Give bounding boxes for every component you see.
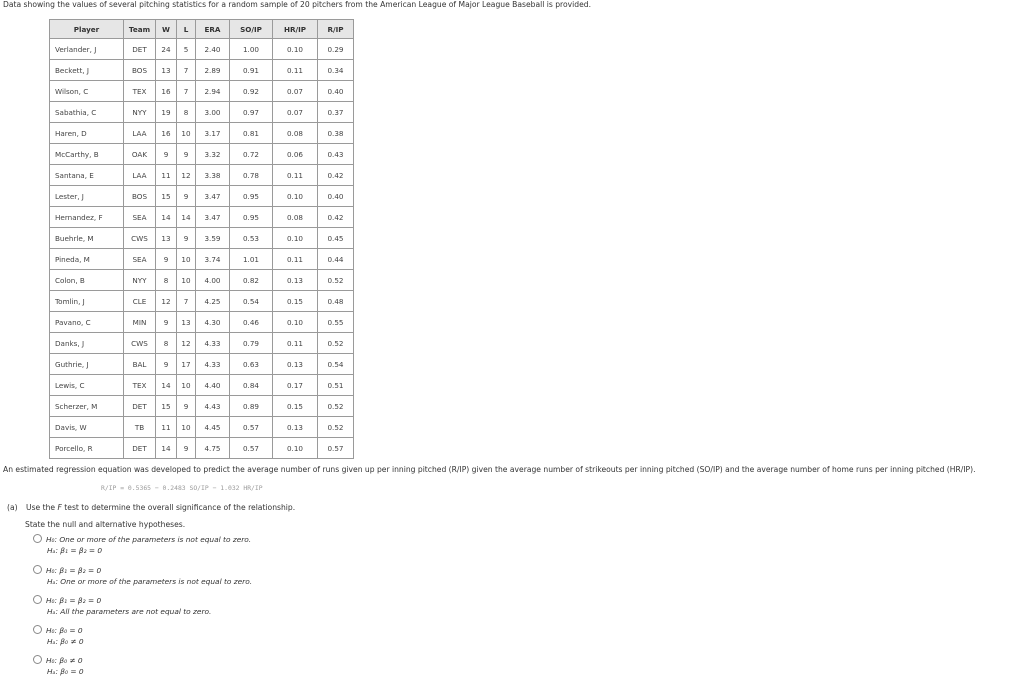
cell-hr-ip: 0.11 bbox=[273, 249, 318, 270]
cell-so-ip: 0.89 bbox=[230, 396, 273, 417]
cell-l: 10 bbox=[177, 249, 196, 270]
cell-so-ip: 0.79 bbox=[230, 333, 273, 354]
table-row bbox=[50, 144, 354, 165]
part-a-text-after: test to determine the overall significance of the relationship. bbox=[64, 503, 296, 512]
cell-so-ip: 1.00 bbox=[230, 39, 273, 60]
cell-team: SEA bbox=[124, 249, 156, 270]
cell-era: 4.00 bbox=[196, 270, 230, 291]
radio-option-3[interactable] bbox=[33, 595, 42, 604]
cell-hr-ip: 0.15 bbox=[273, 396, 318, 417]
cell-r-ip: 0.54 bbox=[318, 354, 354, 375]
cell-so-ip: 0.46 bbox=[230, 312, 273, 333]
cell-w: 15 bbox=[156, 186, 177, 207]
cell-w: 16 bbox=[156, 123, 177, 144]
cell-w: 9 bbox=[156, 354, 177, 375]
table-row bbox=[50, 123, 354, 144]
cell-era: 2.40 bbox=[196, 39, 230, 60]
radio-option-1[interactable] bbox=[33, 534, 42, 543]
part-a-f: F bbox=[57, 503, 62, 512]
table-row bbox=[50, 186, 354, 207]
option-3-line2: Hₐ: All the parameters are not equal to zero. bbox=[47, 607, 212, 616]
cell-w: 15 bbox=[156, 396, 177, 417]
cell-l: 14 bbox=[177, 207, 196, 228]
cell-w: 13 bbox=[156, 60, 177, 81]
cell-team: LAA bbox=[124, 165, 156, 186]
cell-player: Pineda, M bbox=[50, 249, 124, 270]
cell-l: 10 bbox=[177, 123, 196, 144]
option-3-line1: H₀: β₁ = β₂ = 0 bbox=[46, 596, 102, 605]
cell-era: 4.75 bbox=[196, 438, 230, 459]
cell-era: 4.25 bbox=[196, 291, 230, 312]
cell-r-ip: 0.57 bbox=[318, 438, 354, 459]
cell-team: CWS bbox=[124, 333, 156, 354]
cell-so-ip: 0.63 bbox=[230, 354, 273, 375]
cell-hr-ip: 0.17 bbox=[273, 375, 318, 396]
header-era: ERA bbox=[196, 20, 230, 39]
part-a-question bbox=[7, 503, 295, 512]
intro-text: Data showing the values of several pitching statistics for a random sample of 20 pitchers from the American League of Major League Baseball is provided. bbox=[3, 0, 591, 9]
cell-player: Beckett, J bbox=[50, 60, 124, 81]
cell-team: TEX bbox=[124, 375, 156, 396]
cell-so-ip: 0.57 bbox=[230, 438, 273, 459]
cell-hr-ip: 0.10 bbox=[273, 186, 318, 207]
cell-team: DET bbox=[124, 39, 156, 60]
hypothesis-option-1[interactable] bbox=[33, 534, 251, 556]
cell-w: 16 bbox=[156, 81, 177, 102]
cell-so-ip: 0.54 bbox=[230, 291, 273, 312]
cell-era: 4.33 bbox=[196, 354, 230, 375]
option-1-line2: Hₐ: β₁ = β₂ = 0 bbox=[47, 546, 103, 555]
header-player: Player bbox=[50, 20, 124, 39]
cell-r-ip: 0.51 bbox=[318, 375, 354, 396]
radio-option-4[interactable] bbox=[33, 625, 42, 634]
table-row bbox=[50, 396, 354, 417]
cell-player: Hernandez, F bbox=[50, 207, 124, 228]
cell-era: 3.47 bbox=[196, 207, 230, 228]
cell-player: Danks, J bbox=[50, 333, 124, 354]
cell-w: 24 bbox=[156, 39, 177, 60]
cell-era: 3.32 bbox=[196, 144, 230, 165]
table-row bbox=[50, 312, 354, 333]
cell-so-ip: 0.84 bbox=[230, 375, 273, 396]
table-row bbox=[50, 60, 354, 81]
cell-player: Pavano, C bbox=[50, 312, 124, 333]
table-row bbox=[50, 102, 354, 123]
cell-hr-ip: 0.13 bbox=[273, 417, 318, 438]
cell-player: Wilson, C bbox=[50, 81, 124, 102]
table-row bbox=[50, 354, 354, 375]
cell-hr-ip: 0.06 bbox=[273, 144, 318, 165]
cell-team: MIN bbox=[124, 312, 156, 333]
cell-team: DET bbox=[124, 396, 156, 417]
cell-r-ip: 0.42 bbox=[318, 165, 354, 186]
state-hypotheses-text: State the null and alternative hypotheses. bbox=[25, 520, 186, 529]
cell-w: 14 bbox=[156, 207, 177, 228]
table-header-row bbox=[50, 20, 354, 39]
cell-so-ip: 0.53 bbox=[230, 228, 273, 249]
cell-r-ip: 0.52 bbox=[318, 396, 354, 417]
cell-so-ip: 0.95 bbox=[230, 186, 273, 207]
cell-l: 13 bbox=[177, 312, 196, 333]
table-row bbox=[50, 81, 354, 102]
cell-r-ip: 0.42 bbox=[318, 207, 354, 228]
cell-team: SEA bbox=[124, 207, 156, 228]
table-row bbox=[50, 39, 354, 60]
cell-player: Lester, J bbox=[50, 186, 124, 207]
header-w: W bbox=[156, 20, 177, 39]
cell-w: 8 bbox=[156, 333, 177, 354]
option-1-line1: H₀: One or more of the parameters is not equal to zero. bbox=[46, 535, 252, 544]
cell-l: 10 bbox=[177, 417, 196, 438]
option-5-line1: H₀: β₀ ≠ 0 bbox=[46, 656, 83, 665]
cell-l: 7 bbox=[177, 291, 196, 312]
cell-r-ip: 0.55 bbox=[318, 312, 354, 333]
cell-hr-ip: 0.07 bbox=[273, 102, 318, 123]
cell-hr-ip: 0.10 bbox=[273, 228, 318, 249]
cell-player: Tomlin, J bbox=[50, 291, 124, 312]
cell-r-ip: 0.52 bbox=[318, 333, 354, 354]
cell-player: Buehrle, M bbox=[50, 228, 124, 249]
hypothesis-option-3[interactable] bbox=[33, 595, 211, 617]
cell-so-ip: 0.78 bbox=[230, 165, 273, 186]
cell-team: CWS bbox=[124, 228, 156, 249]
cell-w: 9 bbox=[156, 249, 177, 270]
cell-w: 9 bbox=[156, 312, 177, 333]
cell-era: 3.59 bbox=[196, 228, 230, 249]
cell-l: 7 bbox=[177, 81, 196, 102]
table-row bbox=[50, 207, 354, 228]
cell-team: BAL bbox=[124, 354, 156, 375]
cell-era: 2.89 bbox=[196, 60, 230, 81]
hypothesis-option-4[interactable] bbox=[33, 625, 84, 647]
cell-l: 5 bbox=[177, 39, 196, 60]
cell-l: 9 bbox=[177, 396, 196, 417]
cell-team: OAK bbox=[124, 144, 156, 165]
cell-era: 4.30 bbox=[196, 312, 230, 333]
cell-r-ip: 0.43 bbox=[318, 144, 354, 165]
cell-player: Verlander, J bbox=[50, 39, 124, 60]
cell-team: TEX bbox=[124, 81, 156, 102]
cell-w: 8 bbox=[156, 270, 177, 291]
cell-player: Porcello, R bbox=[50, 438, 124, 459]
header-l: L bbox=[177, 20, 196, 39]
cell-hr-ip: 0.13 bbox=[273, 270, 318, 291]
cell-so-ip: 0.95 bbox=[230, 207, 273, 228]
cell-player: Santana, E bbox=[50, 165, 124, 186]
cell-era: 3.38 bbox=[196, 165, 230, 186]
cell-r-ip: 0.52 bbox=[318, 270, 354, 291]
cell-w: 13 bbox=[156, 228, 177, 249]
cell-so-ip: 0.81 bbox=[230, 123, 273, 144]
cell-r-ip: 0.29 bbox=[318, 39, 354, 60]
cell-era: 4.45 bbox=[196, 417, 230, 438]
header-r-ip: R/IP bbox=[318, 20, 354, 39]
cell-team: DET bbox=[124, 438, 156, 459]
option-4-line2: Hₐ: β₀ ≠ 0 bbox=[47, 637, 84, 646]
option-5-line2: Hₐ: β₀ = 0 bbox=[47, 667, 84, 676]
table-row bbox=[50, 438, 354, 459]
table-row bbox=[50, 291, 354, 312]
cell-team: TB bbox=[124, 417, 156, 438]
cell-l: 7 bbox=[177, 60, 196, 81]
option-2-line2: Hₐ: One or more of the parameters is not equal to zero. bbox=[47, 577, 253, 586]
cell-w: 9 bbox=[156, 144, 177, 165]
cell-l: 12 bbox=[177, 165, 196, 186]
cell-w: 12 bbox=[156, 291, 177, 312]
radio-option-5[interactable] bbox=[33, 655, 42, 664]
cell-so-ip: 0.57 bbox=[230, 417, 273, 438]
cell-era: 3.00 bbox=[196, 102, 230, 123]
cell-r-ip: 0.45 bbox=[318, 228, 354, 249]
cell-so-ip: 0.92 bbox=[230, 81, 273, 102]
option-4-line1: H₀: β₀ = 0 bbox=[46, 626, 83, 635]
cell-era: 4.43 bbox=[196, 396, 230, 417]
cell-era: 4.40 bbox=[196, 375, 230, 396]
cell-team: NYY bbox=[124, 270, 156, 291]
cell-r-ip: 0.52 bbox=[318, 417, 354, 438]
cell-l: 8 bbox=[177, 102, 196, 123]
table-row bbox=[50, 270, 354, 291]
cell-era: 3.47 bbox=[196, 186, 230, 207]
cell-so-ip: 1.01 bbox=[230, 249, 273, 270]
radio-option-2[interactable] bbox=[33, 565, 42, 574]
hypothesis-option-2[interactable] bbox=[33, 565, 252, 587]
cell-l: 10 bbox=[177, 375, 196, 396]
cell-hr-ip: 0.11 bbox=[273, 60, 318, 81]
header-team: Team bbox=[124, 20, 156, 39]
cell-w: 11 bbox=[156, 165, 177, 186]
cell-player: Davis, W bbox=[50, 417, 124, 438]
cell-r-ip: 0.40 bbox=[318, 186, 354, 207]
cell-l: 12 bbox=[177, 333, 196, 354]
part-a-text-before: Use the bbox=[26, 503, 56, 512]
cell-team: NYY bbox=[124, 102, 156, 123]
hypothesis-option-5[interactable] bbox=[33, 655, 84, 677]
cell-player: Scherzer, M bbox=[50, 396, 124, 417]
cell-team: BOS bbox=[124, 60, 156, 81]
cell-hr-ip: 0.08 bbox=[273, 123, 318, 144]
regression-description: An estimated regression equation was developed to predict the average number of runs given up per inning pitched (R/IP) given the average number of strikeouts per inning pitched (SO/IP) and the average number of home runs per inning pitched (HR/IP). bbox=[3, 465, 976, 474]
cell-era: 3.74 bbox=[196, 249, 230, 270]
cell-l: 9 bbox=[177, 144, 196, 165]
cell-team: CLE bbox=[124, 291, 156, 312]
option-2-line1: H₀: β₁ = β₂ = 0 bbox=[46, 566, 102, 575]
cell-player: McCarthy, B bbox=[50, 144, 124, 165]
table-row bbox=[50, 417, 354, 438]
cell-r-ip: 0.48 bbox=[318, 291, 354, 312]
header-hr-ip: HR/IP bbox=[273, 20, 318, 39]
pitching-stats-table bbox=[49, 19, 354, 459]
cell-hr-ip: 0.10 bbox=[273, 39, 318, 60]
cell-player: Guthrie, J bbox=[50, 354, 124, 375]
table-row bbox=[50, 228, 354, 249]
cell-team: BOS bbox=[124, 186, 156, 207]
cell-l: 10 bbox=[177, 270, 196, 291]
cell-player: Sabathia, C bbox=[50, 102, 124, 123]
cell-so-ip: 0.97 bbox=[230, 102, 273, 123]
cell-w: 11 bbox=[156, 417, 177, 438]
cell-r-ip: 0.38 bbox=[318, 123, 354, 144]
cell-hr-ip: 0.13 bbox=[273, 354, 318, 375]
cell-era: 3.17 bbox=[196, 123, 230, 144]
cell-r-ip: 0.44 bbox=[318, 249, 354, 270]
cell-so-ip: 0.82 bbox=[230, 270, 273, 291]
cell-r-ip: 0.40 bbox=[318, 81, 354, 102]
cell-player: Colon, B bbox=[50, 270, 124, 291]
cell-so-ip: 0.91 bbox=[230, 60, 273, 81]
cell-w: 14 bbox=[156, 438, 177, 459]
table-row bbox=[50, 249, 354, 270]
cell-hr-ip: 0.08 bbox=[273, 207, 318, 228]
table-row bbox=[50, 165, 354, 186]
regression-equation: R/IP = 0.5365 − 0.2483 SO/IP − 1.032 HR/IP bbox=[101, 484, 263, 492]
cell-l: 9 bbox=[177, 228, 196, 249]
cell-hr-ip: 0.11 bbox=[273, 165, 318, 186]
part-a-label: (a) bbox=[7, 503, 18, 512]
cell-hr-ip: 0.10 bbox=[273, 312, 318, 333]
cell-r-ip: 0.37 bbox=[318, 102, 354, 123]
cell-era: 4.33 bbox=[196, 333, 230, 354]
cell-w: 14 bbox=[156, 375, 177, 396]
cell-hr-ip: 0.07 bbox=[273, 81, 318, 102]
cell-r-ip: 0.34 bbox=[318, 60, 354, 81]
cell-w: 19 bbox=[156, 102, 177, 123]
table-row bbox=[50, 375, 354, 396]
cell-team: LAA bbox=[124, 123, 156, 144]
cell-hr-ip: 0.15 bbox=[273, 291, 318, 312]
cell-player: Lewis, C bbox=[50, 375, 124, 396]
cell-hr-ip: 0.10 bbox=[273, 438, 318, 459]
header-so-ip: SO/IP bbox=[230, 20, 273, 39]
cell-l: 17 bbox=[177, 354, 196, 375]
cell-era: 2.94 bbox=[196, 81, 230, 102]
cell-player: Haren, D bbox=[50, 123, 124, 144]
cell-so-ip: 0.72 bbox=[230, 144, 273, 165]
cell-l: 9 bbox=[177, 438, 196, 459]
cell-hr-ip: 0.11 bbox=[273, 333, 318, 354]
cell-l: 9 bbox=[177, 186, 196, 207]
table-row bbox=[50, 333, 354, 354]
